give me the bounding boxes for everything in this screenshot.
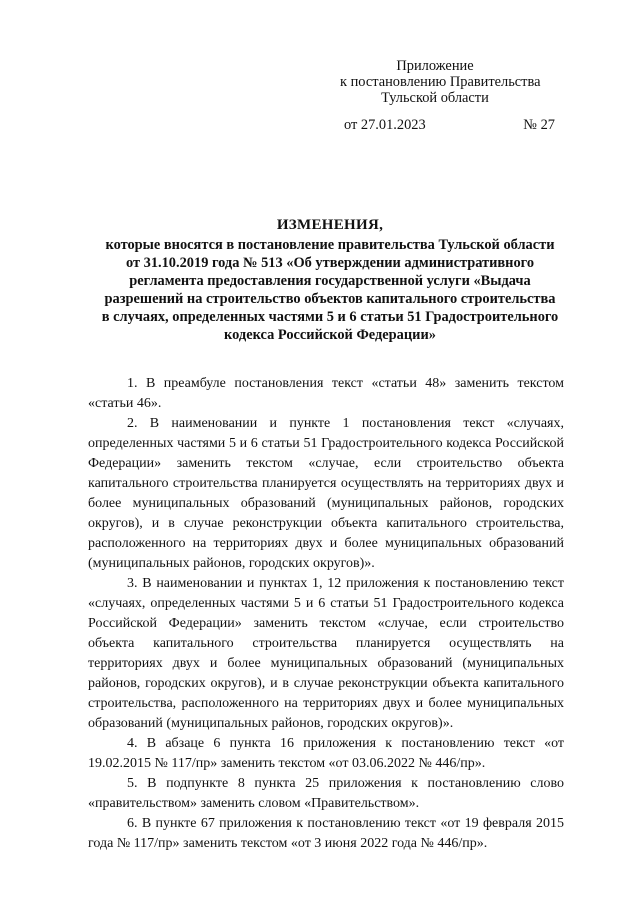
paragraph-1: 1. В преамбуле постановления текст «статьи 48» заменить текстом «статьи 46». [88,376,564,411]
heading-line: кодекса Российской Федерации» [224,327,436,343]
heading-line: которые вносятся в постановление правительства Тульской области [105,237,555,253]
paragraph-6: 6. В пункте 67 приложения к постановлению текст «от 19 февраля 2015 года № 117/пр» заменить текстом «от 3 июня 2022 года № 446/пр». [88,816,564,851]
appendix-line-1: Приложение [396,58,474,74]
document-body [88,374,564,854]
heading-title: ИЗМЕНЕНИЯ, [276,217,384,233]
heading-line: разрешений на строительство объектов капитального строительства [104,291,556,307]
appendix-line-2: к постановлению Правительства [340,74,541,90]
paragraph-4: 4. В абзаце 6 пункта 16 приложения к постановлению текст «от 19.02.2015 № 117/пр» заменить текстом «от 03.06.2022 № 446/пр». [88,736,564,771]
appendix-line-3: Тульской области [381,90,489,106]
document-date: от 27.01.2023 [344,117,426,133]
paragraph-3: 3. В наименовании и пунктах 1, 12 приложения к постановлению текст «случаях, определенных частями 5 и 6 статьи 51 Градостроительного кодекса Российской Федерации» заменить текстом «случае, если строительство объекта капитального строительства планируется осуществлять на территориях двух и более муниципальных образований (муниципальных районов, городских округов), и в случае реконструкции объекта капитального строительства, расположенного на территориях двух и более муниципальных образований (муниципальных районов, городских округов)». [88,576,564,731]
heading-line: в случаях, определенных частями 5 и 6 статьи 51 Градостроительного [101,309,559,325]
document-number: № 27 [523,117,555,133]
paragraph-5: 5. В подпункте 8 пункта 25 приложения к постановлению слово «правительством» заменить словом «Правительством». [88,776,564,811]
paragraph-2: 2. В наименовании и пункте 1 постановления текст «случаях, определенных частями 5 и 6 статьи 51 Градостроительного кодекса Российской Федерации» заменить текстом «случае, если строительство объекта капитального строительства планируется осуществлять на территориях двух и более муниципальных образований (муниципальных районов, городских округов), и в случае реконструкции объекта капитального строительства, расположенного на территориях двух и более муниципальных образований (муниципальных районов, городских округов)». [88,416,564,571]
appendix-block [340,58,541,106]
heading-line: от 31.10.2019 года № 513 «Об утверждении административного [125,255,535,271]
document-heading [80,216,580,344]
heading-line: регламента предоставления государственной услуги «Выдача [129,273,531,289]
